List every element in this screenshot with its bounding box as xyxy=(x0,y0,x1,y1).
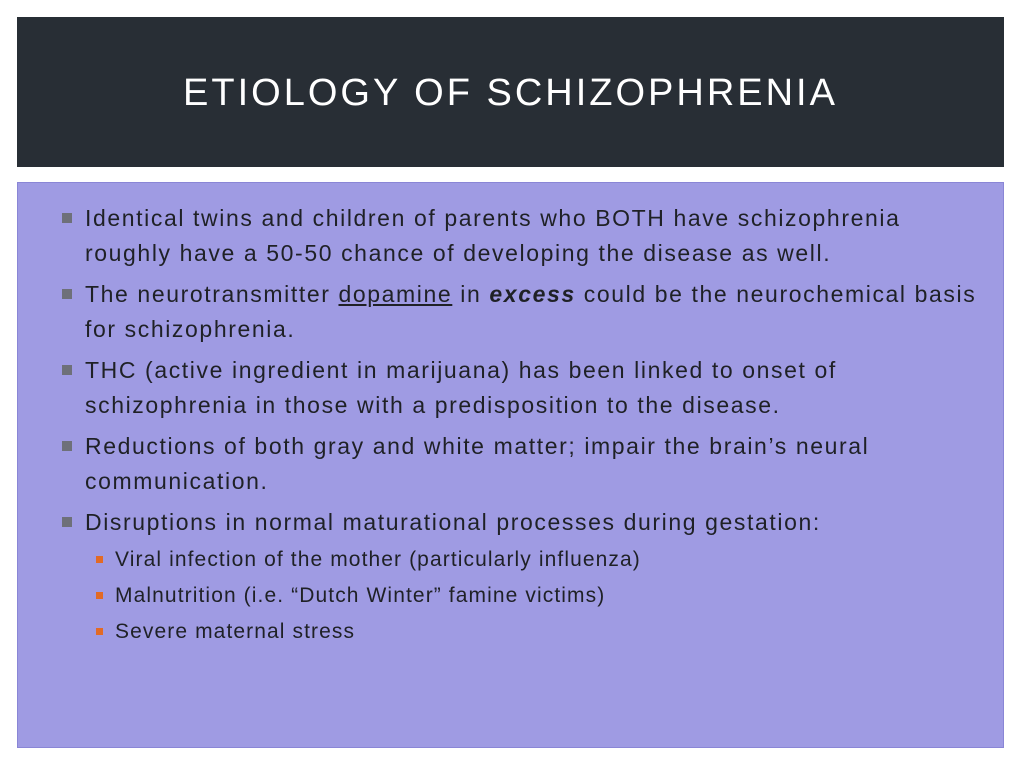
orange-square-bullet-icon xyxy=(96,592,103,599)
sub-bullet-list xyxy=(85,542,988,650)
content-box xyxy=(17,182,1004,748)
square-bullet-icon xyxy=(62,289,72,299)
bullet-text: Identical twins and children of parents who BOTH have schizophrenia roughly have a 50-50 chance of developing the disease as well. xyxy=(85,205,901,266)
bullet-item-gestation xyxy=(18,505,988,650)
bullet-item-twins xyxy=(18,201,988,271)
bullet-list xyxy=(18,201,988,656)
bullet-text: THC (active ingredient in marijuana) has been linked to onset of schizophrenia in those with a predisposition to the disease. xyxy=(85,357,837,418)
sub-bullet-item-viral xyxy=(85,542,988,578)
sub-bullet-item-malnutrition xyxy=(85,578,988,614)
bullet-item-thc xyxy=(18,353,988,423)
orange-square-bullet-icon xyxy=(96,556,103,563)
sub-bullet-text: Malnutrition (i.e. “Dutch Winter” famine victims) xyxy=(115,584,606,607)
square-bullet-icon xyxy=(62,517,72,527)
sub-bullet-text: Severe maternal stress xyxy=(115,620,356,643)
bullet-item-dopamine xyxy=(18,277,988,347)
square-bullet-icon xyxy=(62,213,72,223)
square-bullet-icon xyxy=(62,365,72,375)
sub-bullet-item-stress xyxy=(85,614,988,650)
dopamine-term: dopamine xyxy=(338,281,453,307)
excess-term: excess xyxy=(489,281,576,307)
bullet-text-prefix: The neurotransmitter xyxy=(85,281,339,307)
bullet-text-suffix: could be the neurochemical basis for schizophrenia. xyxy=(85,281,977,342)
bullet-text: Disruptions in normal maturational processes during gestation: xyxy=(85,509,821,535)
bullet-item-matter xyxy=(18,429,988,499)
sub-bullet-text: Viral infection of the mother (particularly influenza) xyxy=(115,548,641,571)
bullet-text: Reductions of both gray and white matter; impair the brain’s neural communication. xyxy=(85,433,870,494)
orange-square-bullet-icon xyxy=(96,628,103,635)
bullet-text-middle: in xyxy=(452,281,490,307)
slide-title: ETIOLOGY OF SCHIZOPHRENIA xyxy=(183,72,838,114)
square-bullet-icon xyxy=(62,441,72,451)
title-bar xyxy=(17,17,1004,167)
